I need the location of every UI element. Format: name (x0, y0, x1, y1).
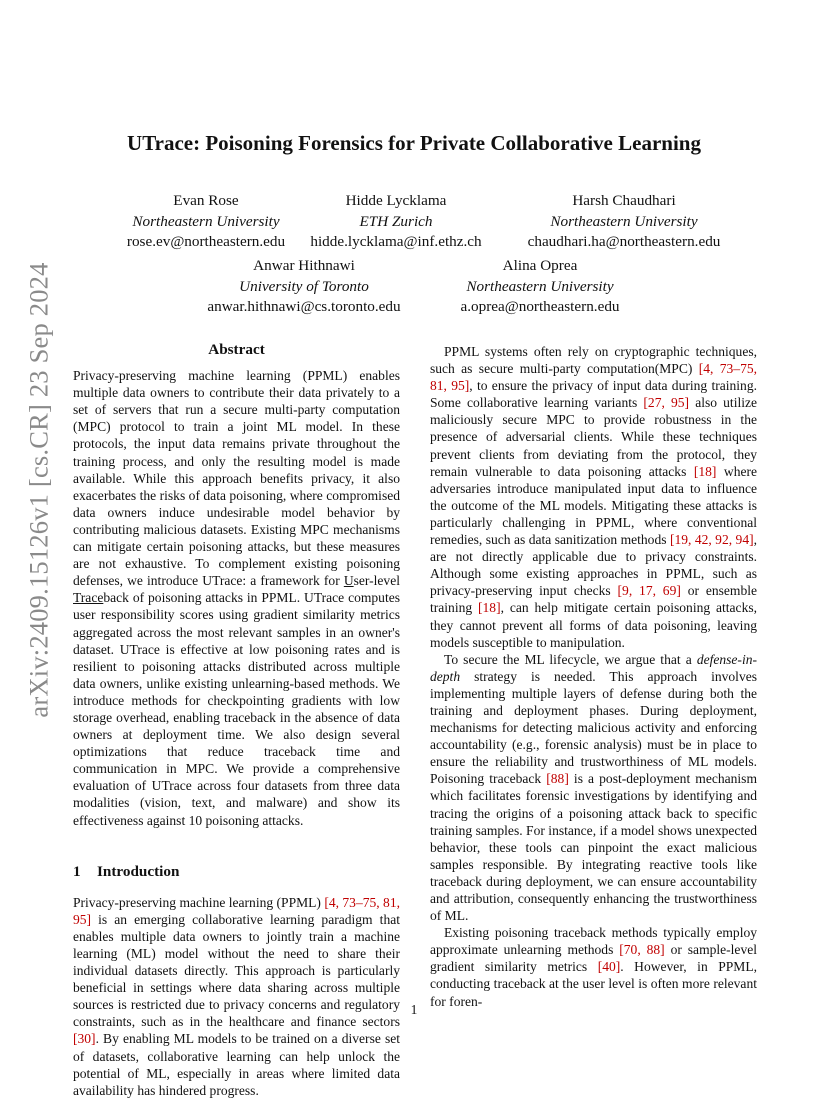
right-column (430, 343, 758, 1009)
author-affiliation: ETH Zurich (359, 212, 433, 230)
author-name: Harsh Chaudhari (572, 192, 676, 209)
intro-paragraph-2: PPML systems often rely on cryptographic techniques, such as secure multi-party computation(MPC) [4, 73–75, 81, 95], to ensure the privacy of input data during training. Some collaborative learning variants [27, 95] also utilize maliciously secure MPC to provide robustness in the presence of adversarial clients. While these techniques prevent clients from deviating from the protocol, they remain vulnerable to data poisoning attacks [18] where adversaries introduce manipulated input data to influence the outcome of the ML models. Mitigating these attacks is particularly challenging in PPML, where conventional remedies, such as data sanitization methods [19, 42, 92, 94], are not directly applicable due to privacy constraints. Although some existing approaches in PPML, such as privacy-preserving input checks [9, 17, 69] or ensemble training [18], can help mitigate certain poisoning attacks, they cannot prevent all forms of data poisoning, leaving models susceptible to manipulation. (430, 344, 758, 650)
author-block-5 (440, 256, 640, 318)
author-name: Evan Rose (173, 192, 239, 209)
author-affiliation: Northeastern University (550, 212, 698, 230)
author-block-1 (112, 191, 300, 253)
left-column (73, 341, 400, 1099)
citation-link[interactable]: [4, 73–75, 81, 95] (430, 361, 758, 394)
citation-link[interactable]: [19, 42, 92, 94] (669, 532, 754, 548)
abstract-heading: Abstract (208, 341, 265, 358)
citation-link[interactable]: [27, 95] (643, 395, 690, 411)
section-heading-introduction (73, 863, 400, 880)
citation-link[interactable]: [4, 73–75, 81, 95] (73, 894, 400, 927)
author-block-3 (516, 191, 732, 253)
author-block-4 (196, 256, 412, 318)
paper-title: UTrace: Poisoning Forensics for Private Collaborative Learning (127, 131, 701, 155)
author-email: hidde.lycklama@inf.ethz.ch (310, 233, 482, 250)
citation-link[interactable]: [18] (478, 600, 501, 616)
intro-paragraph-4: Existing poisoning traceback methods typically employ approximate unlearning methods [70, 88] or sample-level gradient similarity metrics [40]. However, in PPML, conducting traceback at the user level is often more relevant for foren- (430, 925, 757, 1009)
page-number: 1 (410, 1002, 418, 1017)
abstract-text: Privacy-preserving machine learning (PPML) enables multiple data owners to contribute their data privately to a set of servers that run a secure multi-party computation (MPC) protocol to train a joint ML model. In these protocols, the input data remains private throughout the training process, and only the resulting model is made available. While this approach benefits privacy, it also exacerbates the risks of data poisoning, where compromised data owners induce undesirable model behavior by contributing malicious datasets. Existing MPC mechanisms can mitigate certain poisoning attacks, but these measures are not exhaustive. To complement existing poisoning defenses, we introduce UTrace: a framework for User-level Traceback of poisoning attacks in PPML. UTrace computes user responsibility scores using gradient similarity metrics aggregated across the most relevant samples in an owner's dataset. UTrace is effective at low poisoning rates and is resilient to poisoning attacks distributed across multiple data owners, unlike existing unlearning-based methods. We introduce methods for checkpointing gradients with low storage overhead, enabling traceback in the absence of data owners at deployment time. We also design several optimizations that reduce traceback time and communication in MPC. We provide a comprehensive evaluation of UTrace across four datasets from three data modalities (vision, text, and malware) and show its effectiveness against 10 poisoning attacks. (73, 368, 400, 828)
author-affiliation: Northeastern University (132, 212, 280, 230)
citation-link[interactable]: [18] (693, 463, 717, 479)
citation-link[interactable]: [70, 88] (619, 942, 665, 958)
author-email: anwar.hithnawi@cs.toronto.edu (207, 298, 401, 315)
author-email: rose.ev@northeastern.edu (126, 233, 286, 250)
citation-link[interactable]: [9, 17, 69] (617, 583, 681, 599)
author-name: Hidde Lycklama (345, 192, 447, 209)
citation-link[interactable]: [88] (546, 771, 569, 787)
citation-link[interactable]: [40] (597, 959, 621, 975)
author-email: chaudhari.ha@northeastern.edu (527, 233, 721, 250)
section-title: Introduction (97, 862, 180, 880)
author-email: a.oprea@northeastern.edu (460, 298, 620, 315)
arxiv-identifier-text: arXiv:2409.15126v1 [cs.CR] 23 Sep 2024 (23, 262, 54, 718)
author-block-2 (300, 191, 492, 253)
author-name: Alina Oprea (502, 257, 578, 274)
author-affiliation: University of Toronto (239, 277, 369, 295)
intro-paragraph-1: Privacy-preserving machine learning (PPML) [4, 73–75, 81, 95] is an emerging collaborative learning paradigm that enables multiple data owners to jointly train a machine learning (ML) model without the need to share their individual datasets directly. This approach is particularly beneficial in settings where data sharing across multiple sources is restricted due to privacy concerns and regulatory constraints, such as in the healthcare and finance sectors [30]. By enabling ML models to be trained on a diverse set of datasets, collaborative learning can help unlock the potential of ML, especially in areas where limited data availability has hindered progress. (73, 894, 400, 1098)
author-name: Anwar Hithnawi (253, 257, 355, 274)
citation-link[interactable]: [30] (73, 1031, 96, 1047)
intro-paragraph-3: To secure the ML lifecycle, we argue that a defense-in-depth strategy is needed. This approach involves implementing multiple layers of defense during both the training and deployment phases. During deployment, mechanisms for detecting malicious activity and enforcing accountability (e.g., forensic analysis) must be in place to ensure the reliability and trustworthiness of ML models. Poisoning traceback [88] is a post-deployment mechanism which facilitates forensic investigations by identifying and tracing the origins of a poisoning attack back to specific training samples. For instance, if a model shows unexpected behavior, these tools can pinpoint the exact malicious samples responsible. By integrating reactive tools like traceback during deployment, we can ensure accountability and attribution, consequently enhancing the trustworthiness of ML. (430, 651, 757, 924)
author-affiliation: Northeastern University (466, 277, 614, 295)
arxiv-identifier (23, 262, 54, 718)
section-number: 1 (73, 862, 81, 880)
